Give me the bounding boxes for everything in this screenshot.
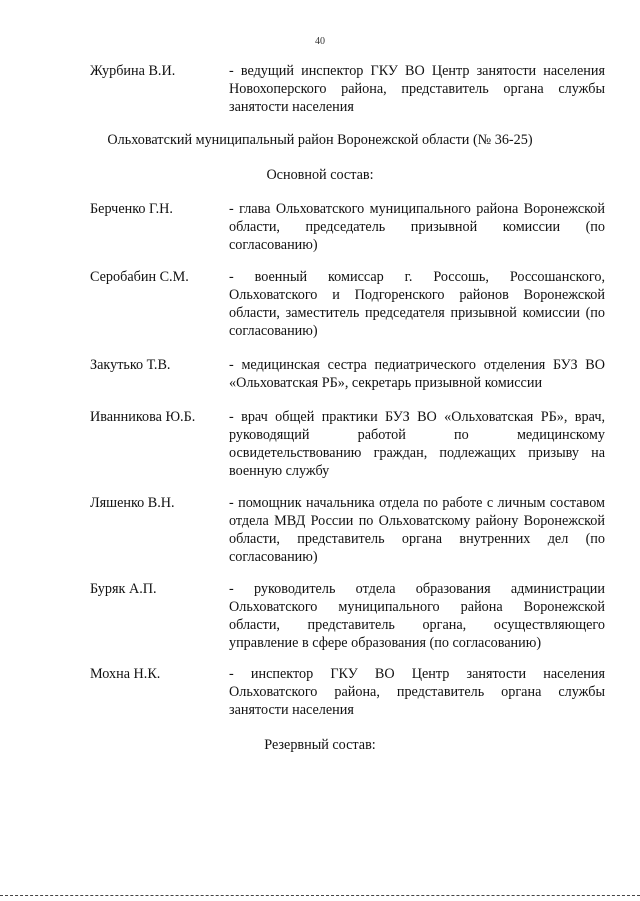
page-bottom-divider [0,895,640,896]
member-name: Берченко Г.Н. [90,201,173,217]
member-description: - глава Ольховатского муниципального района Воронежской области, председатель призывной комиссии (по согласованию) [229,201,605,253]
member-description: - инспектор ГКУ ВО Центр занятости населения Ольховатского района, представитель органа службы занятости населения [229,666,605,718]
member-description: - военный комиссар г. Россошь, Россошанского, Ольховатского и Подгоренского районов Воронежской области, заместитель председателя призывной комиссии (по согласованию) [229,269,605,339]
member-description: - врач общей практики БУЗ ВО «Ольховатская РБ», врач, руководящий работой по медицинскому освидетельствованию граждан, подлежащих призыву на военную службу [229,409,605,479]
member-name: Мохна Н.К. [90,666,161,682]
member-name: Журбина В.И. [90,63,176,79]
member-name: Серобабин С.М. [90,269,189,285]
page-number: 40 [315,36,325,47]
member-description: - помощник начальника отдела по работе с личным составом отдела МВД России по Ольховатскому району Воронежской области, представитель органа внутренних дел (по согласованию) [229,495,605,565]
member-name: Закутько Т.В. [90,357,171,373]
member-name: Ляшенко В.Н. [90,495,175,511]
member-description: - ведущий инспектор ГКУ ВО Центр занятости населения Новохоперского района, представитель органа службы занятости населения [229,63,605,115]
member-description: - медицинская сестра педиатрического отделения БУЗ ВО «Ольховатская РБ», секретарь призывной комиссии [229,357,605,391]
main-composition-heading: Основной состав: [266,167,374,183]
member-description: - руководитель отдела образования администрации Ольховатского муниципального района Воронежской области, представитель органа, осуществляющего управление в сфере образования (по согласованию) [229,581,605,651]
reserve-composition-heading: Резервный состав: [264,737,376,753]
member-name: Иванникова Ю.Б. [90,409,196,425]
district-title: Ольховатский муниципальный район Воронежской области (№ 36-25) [107,132,533,148]
member-name: Буряк А.П. [90,581,157,597]
